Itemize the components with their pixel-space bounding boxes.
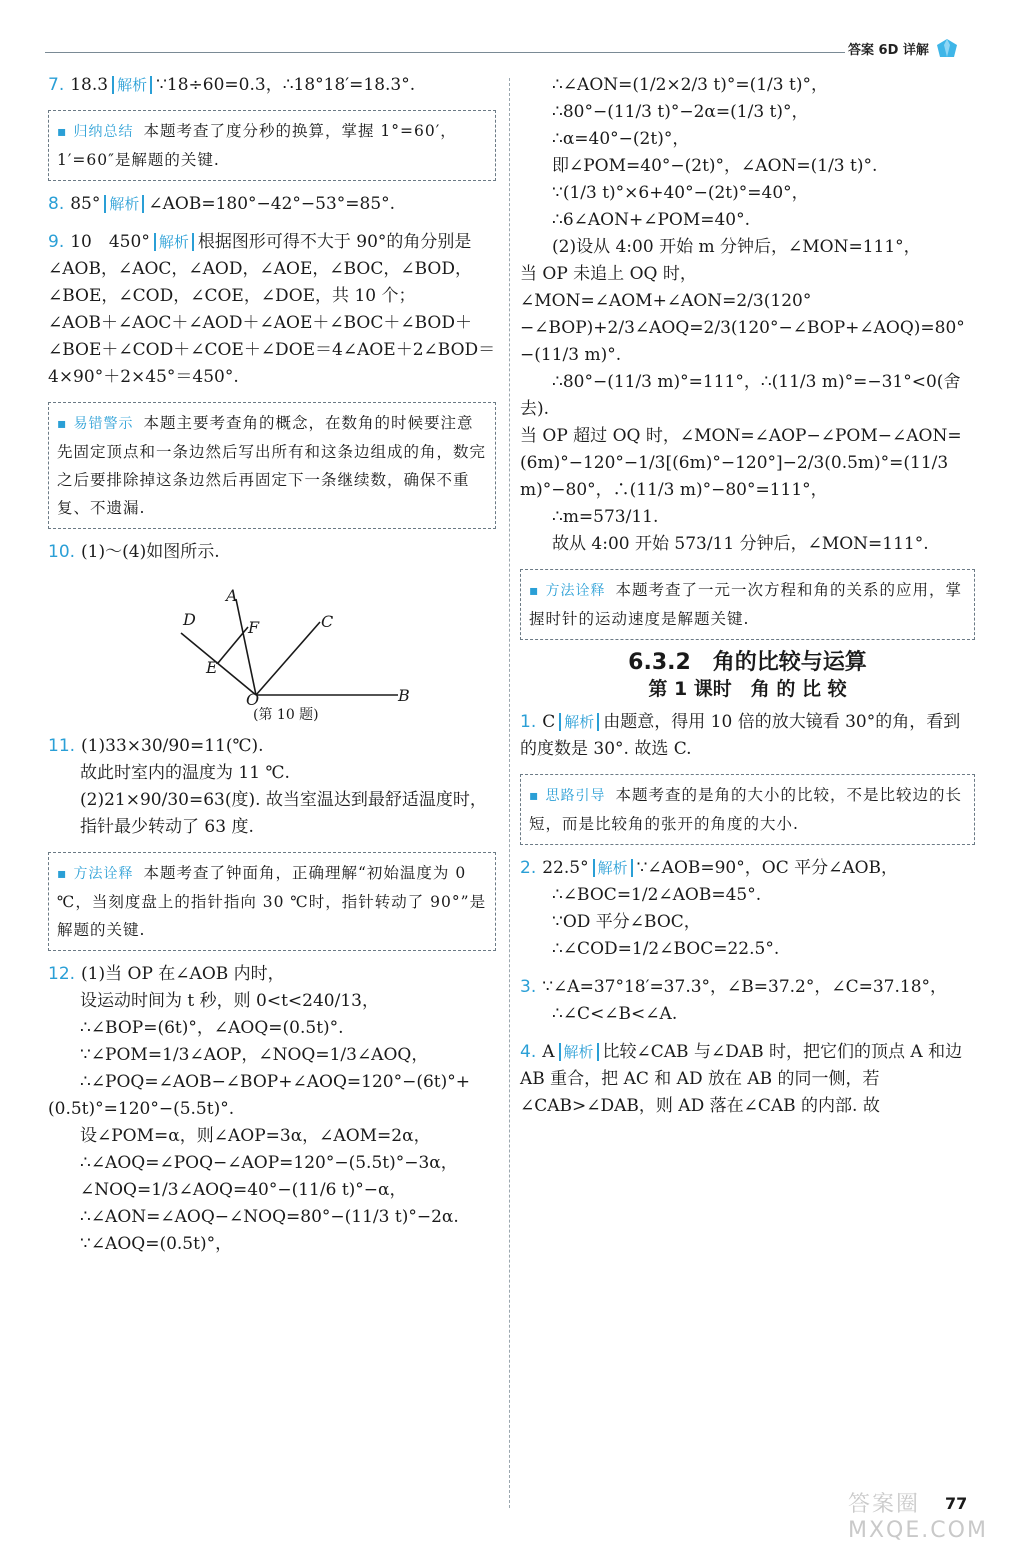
answer-12-continued: ∴∠AON=(1/2×2/3 t)°=(1/3 t)°， ∴80°−(11/3 t)°−2α=(1/3 t)°， ∴α=40°−(2t)°， 即∠POM=40°−(2t)°，∠AON=(1/3 t)°. ∵(1/3 t)°×6+40°−(2t)°=40°， ∴6∠AON+∠POM=40°. (2)设从 4:00 开始 m 分钟后，∠MON=111°， 当 OP 未追上 OQ 时，∠MON=∠AOM+∠AON=2/3(120°−∠BOP)+2/3∠AOQ=2/3(120°−∠BOP+∠AOQ)=80°−(11/3 m)°. ∴80°−(11/3 m)°=111°，∴(11/3 m)°=−31°<0(舍去). 当 OP 超过 OQ 时，∠MON=∠AOP−∠POM−∠AON=(6m)°−120°−1/3[(6m)°−120°]−2/3(0.5m)°=(11/3 m)°−80°，∴(11/3 m)°−80°=111°， ∴m=573/11. 故从 4:00 开始 573/11 分钟后，∠MON=111°. xyxy=(520,75,965,554)
watermark: 答案圈 MXQE.COM xyxy=(848,1492,988,1544)
header-title: 答案 6D 详解 xyxy=(848,43,929,58)
answer-r3: 3. ∵∠A=37°18′=37.3°，∠B=37.2°，∠C=37.18°， ∴∠C<∠B<∠A. xyxy=(520,977,948,1025)
analysis-tag: 解析 xyxy=(112,76,152,94)
analysis-tag: 解析 xyxy=(104,195,144,213)
right-column xyxy=(520,72,975,1131)
answer-r1: 1. C 解析 由题意，得用 10 倍的放大镜看 30°的角，看到的度数是 30°. 故选 C. xyxy=(520,712,961,760)
label-a: A xyxy=(226,586,238,605)
answer-12: 12. (1)当 OP 在∠AOB 内时， 设运动时间为 t 秒，则 0<t<240/13， ∴∠BOP=(6t)°，∠AOQ=(0.5t)°. ∵∠POM=1/3∠AOP，∠NOQ=1/3∠AOQ， ∴∠POQ=∠AOB−∠BOP+∠AOQ=120°−(6t)°+(0.5t)°=120°−(5.5t)°. 设∠POM=α，则∠AOP=3α，∠AOM=2α， ∴∠AOQ=∠POQ−∠AOP=120°−(5.5t)°−3α， ∠NOQ=1/3∠AOQ=40°−(11/6 t)°−α， ∴∠AON=∠AOQ−∠NOQ=80°−(11/3 t)°−2α. ∵∠AOQ=(0.5t)°， xyxy=(48,964,470,1254)
thinking-guide-box: ▪ 思路引导 本题考查的是角的大小的比较，不是比较边的长短，而是比较角的张开的角度的大小. xyxy=(520,774,975,845)
method-box: ▪ 方法诠释 本题考查了一元一次方程和角的关系的应用，掌握时针的运动速度是解题关键. xyxy=(520,569,975,640)
label-c: C xyxy=(321,612,334,631)
column-divider xyxy=(509,78,510,1508)
label-b: B xyxy=(398,686,410,705)
answer-7: 7. 18.3 解析 ∵18÷60=0.3，∴18°18′=18.3°. xyxy=(48,75,416,95)
label-e: E xyxy=(206,658,218,677)
gem-icon xyxy=(936,38,958,60)
mistake-warning-box: ▪ 易错警示 本题主要考查角的概念，在数角的时候要注意先固定顶点和一条边然后写出所有和这条边组成的角，数完之后要排除掉这条边然后再固定下一条继续数，确保不重复、不遗漏. xyxy=(48,402,496,529)
analysis-tag: 解析 xyxy=(559,713,599,731)
answer-r2: 2. 22.5° 解析 ∵∠AOB=90°，OC 平分∠AOB， ∴∠BOC=1/2∠AOB=45°. ∵OD 平分∠BOC， ∴∠COD=1/2∠BOC=22.5°. xyxy=(520,858,899,960)
page-number: 77 xyxy=(945,1494,968,1513)
section-title: 6.3.2 角的比较与运算 xyxy=(628,650,867,675)
left-column xyxy=(48,72,496,1269)
label-f: F xyxy=(248,618,260,637)
analysis-tag: 解析 xyxy=(559,1043,599,1061)
header-rule xyxy=(45,52,845,53)
method-box: ▪ 方法诠释 本题考查了钟面角，正确理解“初始温度为 0 ℃，当刻度盘上的指针指向 30 ℃时，指针转动了 90°”是解题的关键. xyxy=(48,852,496,951)
summary-box: ▪ 归纳总结 本题考查了度分秒的换算，掌握 1°=60′，1′=60″是解题的关键. xyxy=(48,110,496,181)
analysis-tag: 解析 xyxy=(154,233,194,251)
figure-caption: (第 10 题) xyxy=(253,707,319,723)
lesson-title: 第 1 课时 角 的 比 较 xyxy=(648,678,847,701)
angle-diagram xyxy=(48,577,496,727)
analysis-tag: 解析 xyxy=(593,859,633,877)
answer-9: 9. 10 450° 解析 根据图形可得不大于 90°的角分别是∠AOB，∠AOC，∠AOD，∠AOE，∠BOC，∠BOD，∠BOE，∠COD，∠COE，∠DOE，共 10 个； ∠AOB＋∠AOC＋∠AOD＋∠AOE＋∠BOC＋∠BOD＋∠BOE＋∠COD＋∠COE＋∠DOE＝4∠AOE＋2∠BOD＝4×90°＋2×45°＝450°. xyxy=(48,232,496,387)
answer-10: 10. (1)～(4)如图所示. xyxy=(48,542,220,562)
label-o: O xyxy=(246,690,260,709)
figure-10 xyxy=(48,577,496,727)
answer-11: 11. (1)33×30/90=11(℃). 故此时室内的温度为 11 ℃. (2)21×90/30=63(度). 故当室温达到最舒适温度时， 指针最少转动了 63 度. xyxy=(48,736,487,837)
answer-r4: 4. A 解析 比较∠CAB 与∠DAB 时，把它们的顶点 A 和边 AB 重合，把 AC 和 AD 放在 AB 的同一侧，若∠CAB>∠DAB，则 AD 落在∠CAB 的内部. 故 xyxy=(520,1042,963,1117)
label-d: D xyxy=(183,610,196,629)
answer-8: 8. 85° 解析 ∠AOB=180°−42°−53°=85°. xyxy=(48,194,396,214)
